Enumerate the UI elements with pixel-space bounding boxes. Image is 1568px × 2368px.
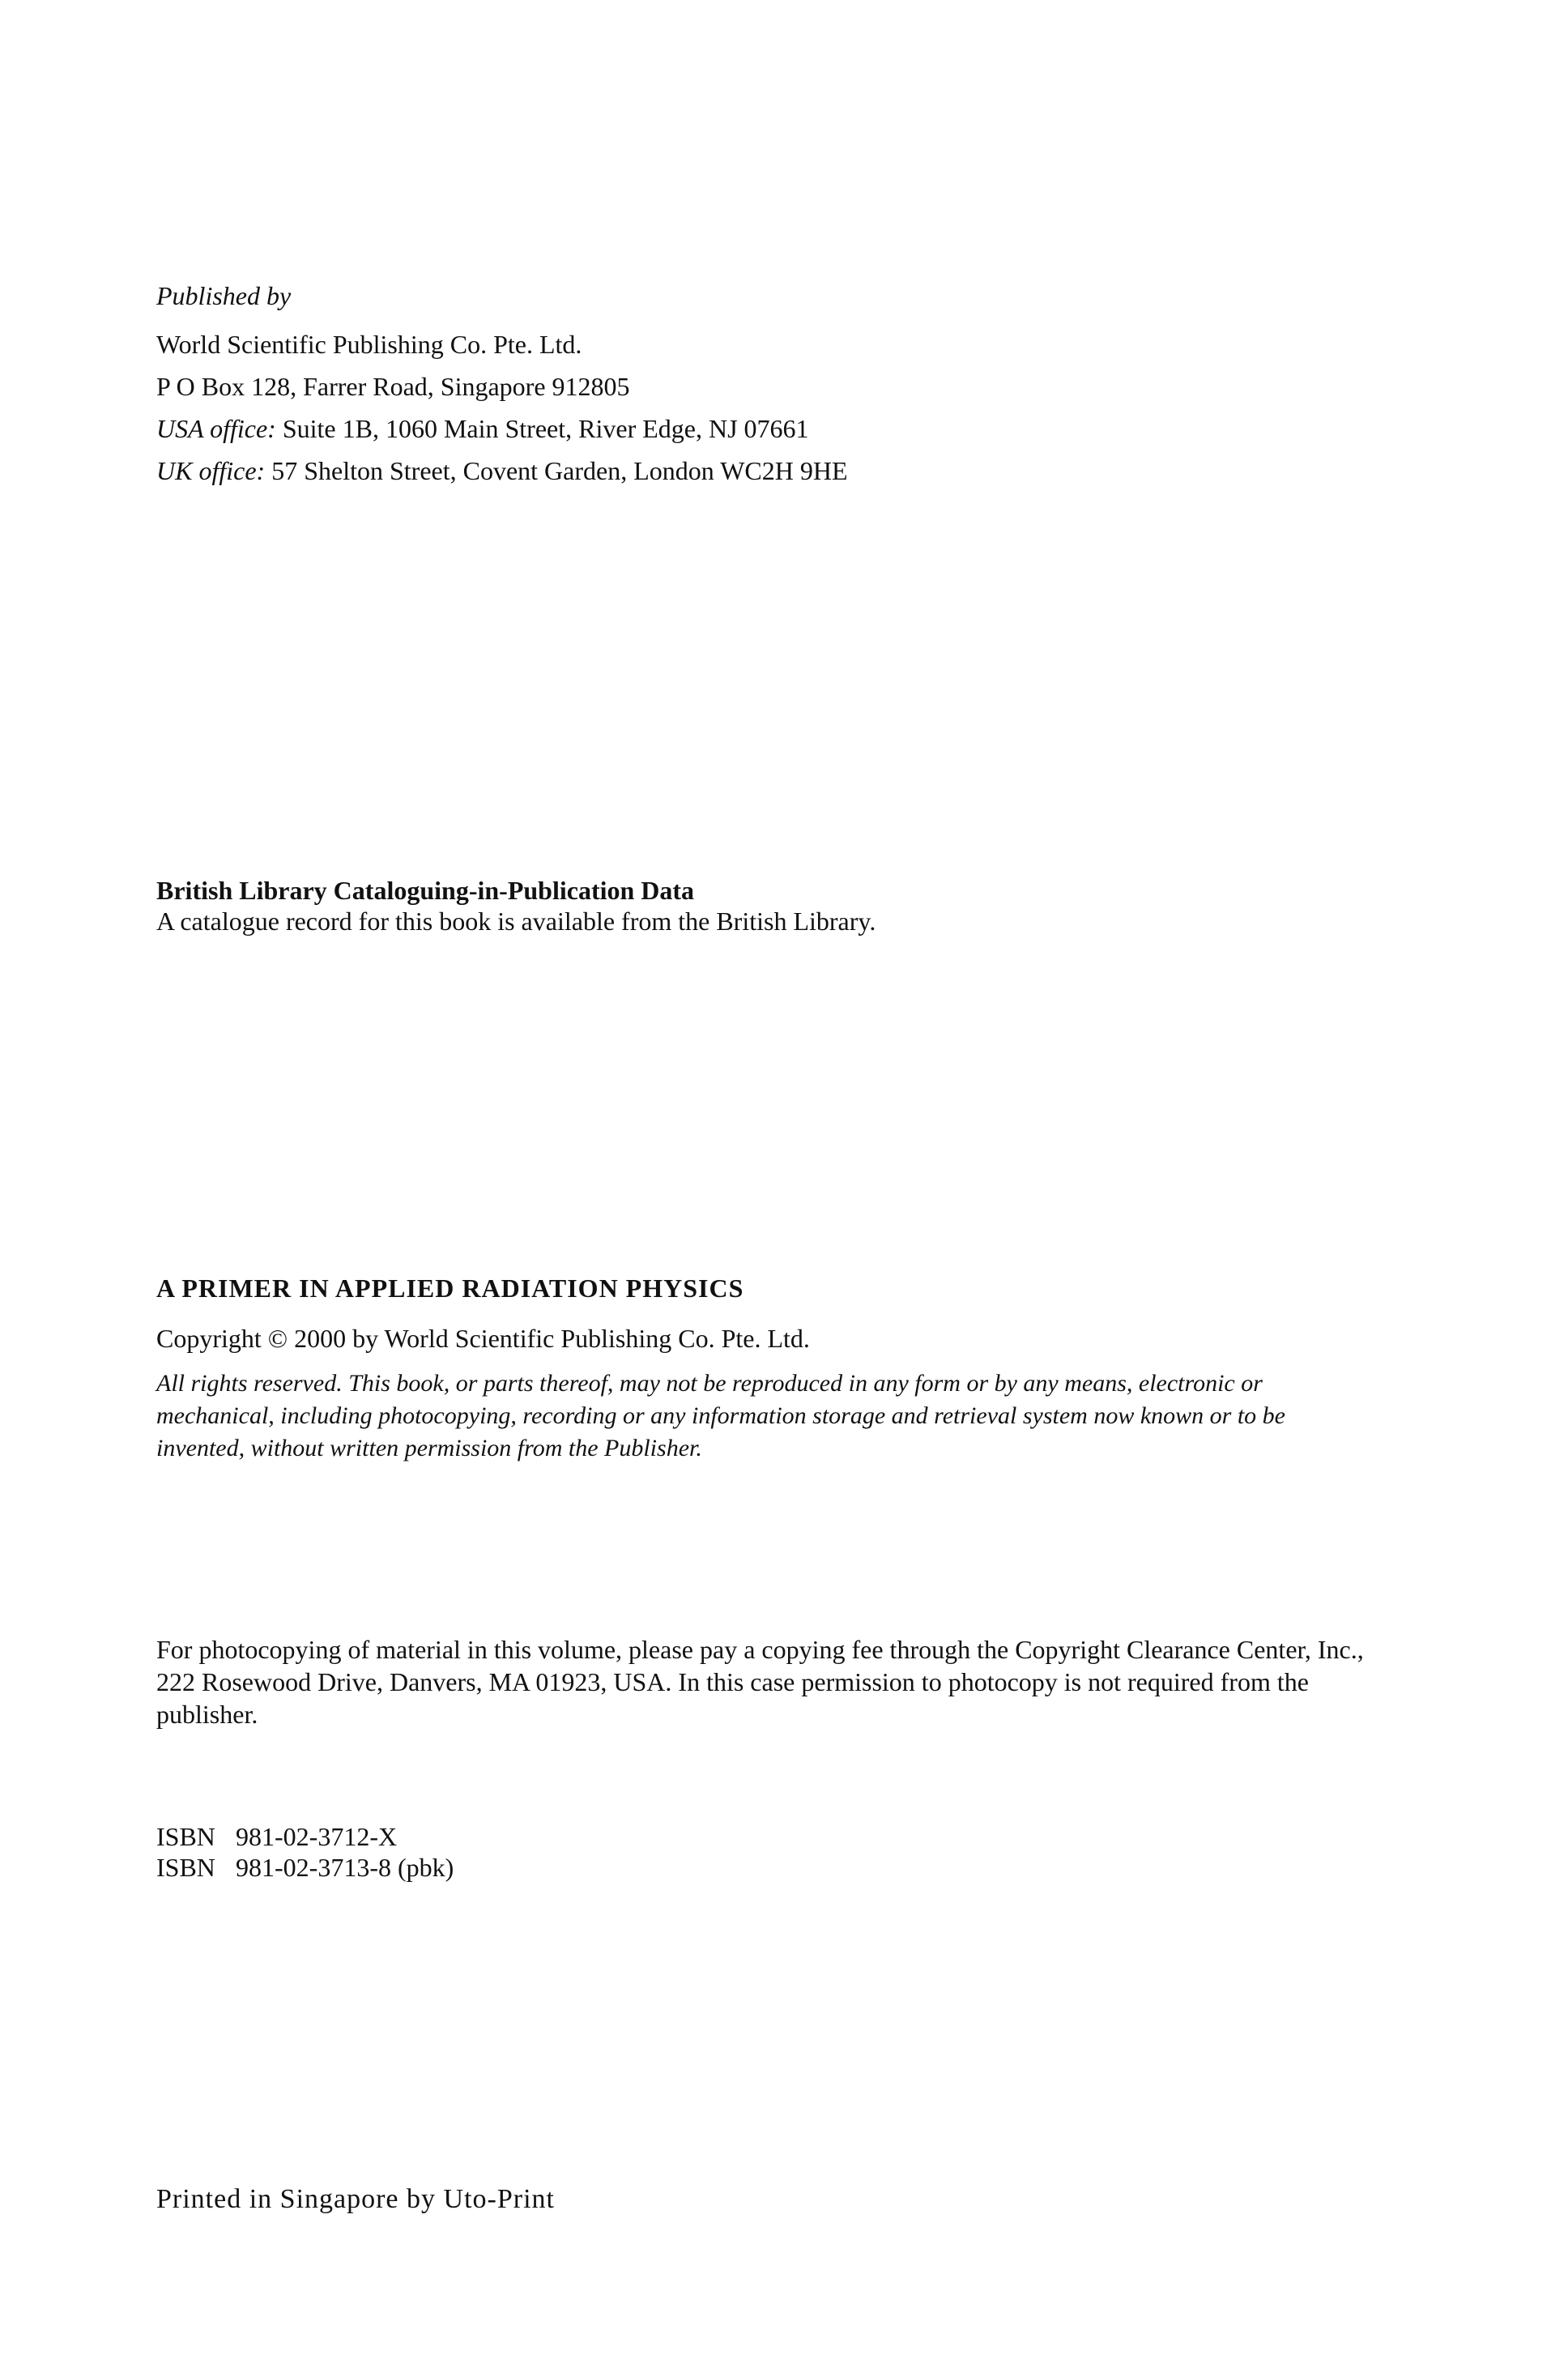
publisher-block — [156, 279, 1420, 487]
photocopy-notice: For photocopying of material in this volume, please pay a copying fee through the Copyright Clearance Center, Inc., 222 Rosewood Drive, Danvers, MA 01923, USA. In this case permission to photocopy is not required from the publisher. — [156, 1635, 1364, 1729]
uk-office-address: 57 Shelton Street, Covent Garden, London WC2H 9HE — [271, 456, 848, 485]
isbn-label: ISBN — [156, 1853, 215, 1882]
isbn-label: ISBN — [156, 1822, 215, 1851]
isbn-value: 981-02-3713-8 (pbk) — [236, 1853, 454, 1882]
usa-office-label: USA office: — [156, 414, 276, 443]
published-by-heading: Published by — [156, 281, 292, 310]
uk-office — [156, 454, 1420, 487]
cataloguing-heading: British Library Cataloguing-in-Publication Data — [156, 876, 695, 905]
usa-office — [156, 412, 1420, 445]
rights-notice: All rights reserved. This book, or parts thereof, may not be reproduced in any form or by any means, electronic or mechanical, including photocopying, recording or any information storage and retrieval system now known or to be invented, without written permission from the Publisher. — [156, 1370, 1285, 1461]
printer-line: Printed in Singapore by Uto-Print — [156, 2184, 555, 2214]
uk-office-label: UK office: — [156, 456, 266, 485]
usa-office-address: Suite 1B, 1060 Main Street, River Edge, NJ 07661 — [282, 414, 809, 443]
cataloguing-block — [156, 875, 1420, 937]
book-title: A PRIMER IN APPLIED RADIATION PHYSICS — [156, 1274, 744, 1303]
isbn-line — [156, 1821, 1420, 1852]
publisher-name: World Scientific Publishing Co. Pte. Ltd. — [156, 330, 582, 359]
isbn-value: 981-02-3712-X — [236, 1822, 398, 1851]
publisher-address: P O Box 128, Farrer Road, Singapore 912805 — [156, 372, 630, 401]
isbn-block — [156, 1821, 1420, 1883]
isbn-line — [156, 1852, 1420, 1883]
copyright-statement: Copyright © 2000 by World Scientific Publishing Co. Pte. Ltd. — [156, 1324, 810, 1353]
copyright-block — [156, 1272, 1420, 1465]
cataloguing-text: A catalogue record for this book is available from the British Library. — [156, 907, 876, 936]
